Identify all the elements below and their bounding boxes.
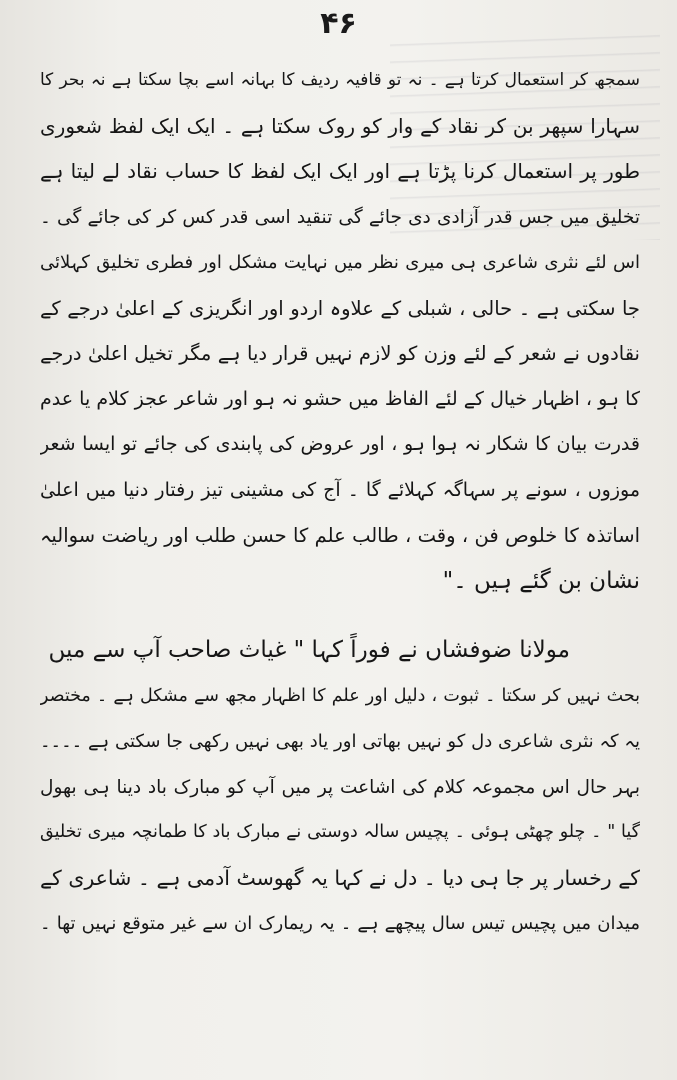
text-line: کے رخسار پر جا ہی دیا ۔ دل نے کہا یہ گھوسٹ آدمی ہے ۔ شاعری کے bbox=[40, 865, 640, 890]
text-line: تخلیق میں جس قدر آزادی دی جائے گی تنقید اسی قدر کس کر کی جائے گی ۔ bbox=[40, 206, 640, 228]
page-number: ۴۶ bbox=[320, 6, 357, 41]
paragraph-start-line: مولانا ضوفشاں نے فوراً کہا " غیاث صاحب آپ سے میں bbox=[48, 637, 570, 663]
text-line: اس لئے نثری شاعری ہی میری نظر میں نہایت مشکل اور فطری تخلیق کہلائی bbox=[40, 252, 640, 273]
text-line: نقادوں نے شعر کے لئے وزن کو لازم نہیں قرار دیا ہے مگر تخیل اعلیٰ درجے bbox=[40, 342, 640, 365]
text-line: گیا " ۔ چلو چھٹی ہوئی ۔ پچیس سالہ دوستی نے مبارک باد کا طمانچہ میری تخلیق bbox=[40, 822, 640, 842]
text-line: بہر حال اس مجموعہ کلام کی اشاعت پر میں آپ کو مبارک باد دینا ہی بھول bbox=[40, 776, 640, 798]
text-line: بحث نہیں کر سکتا ۔ ثبوت ، دلیل اور علم کا اظہار مجھ سے مشکل ہے ۔ مختصر bbox=[40, 685, 640, 706]
paragraph-end-line: نشان بن گئے ہیں ۔" bbox=[442, 567, 640, 594]
text-line: میدان میں پچیس تیس سال پیچھے ہے ۔ یہ ریمارک ان سے غیر متوقع نہیں تھا ۔ bbox=[40, 913, 640, 934]
text-line: اساتذہ کا خلوص فن ، وقت ، طالب علم کا حسن طلب اور ریاضت سوالیہ bbox=[40, 524, 640, 547]
text-line: سمجھ کر استعمال کرتا ہے ۔ نہ تو قافیہ ردیف کا بہانہ اسے بچا سکتا ہے نہ بحر کا bbox=[40, 70, 640, 90]
text-line: یہ کہ نثری شاعری دل کو نہیں بھاتی اور یاد بھی نہیں رکھی جا سکتی ہے ۔۔۔۔ bbox=[40, 731, 640, 752]
text-line: کا ہو ، اظہار خیال کے لئے الفاظ میں حشو نہ ہو اور شاعر عجز کلام یا عدم bbox=[40, 387, 640, 410]
urdu-text-body bbox=[40, 58, 640, 947]
text-line: جا سکتی ہے ۔ حالی ، شبلی کے علاوہ اردو اور انگریزی کے اعلیٰ درجے کے bbox=[40, 296, 640, 320]
text-line: سہارا سپھر بن کر نقاد کے وار کو روک سکتا ہے ۔ ایک ایک لفظ شعوری bbox=[40, 113, 640, 138]
text-line: موزوں ، سونے پر سہاگہ کہلائے گا ۔ آج کی مشینی تیز رفتار دنیا میں اعلیٰ bbox=[40, 478, 640, 501]
text-line: قدرت بیان کا شکار نہ ہوا ہو ، اور عروض کی پابندی کی جائے تو ایسا شعر bbox=[40, 433, 640, 455]
text-line: طور پر استعمال کرنا پڑتا ہے اور ایک ایک لفظ کا حساب نقاد لے لیتا ہے bbox=[40, 159, 640, 183]
